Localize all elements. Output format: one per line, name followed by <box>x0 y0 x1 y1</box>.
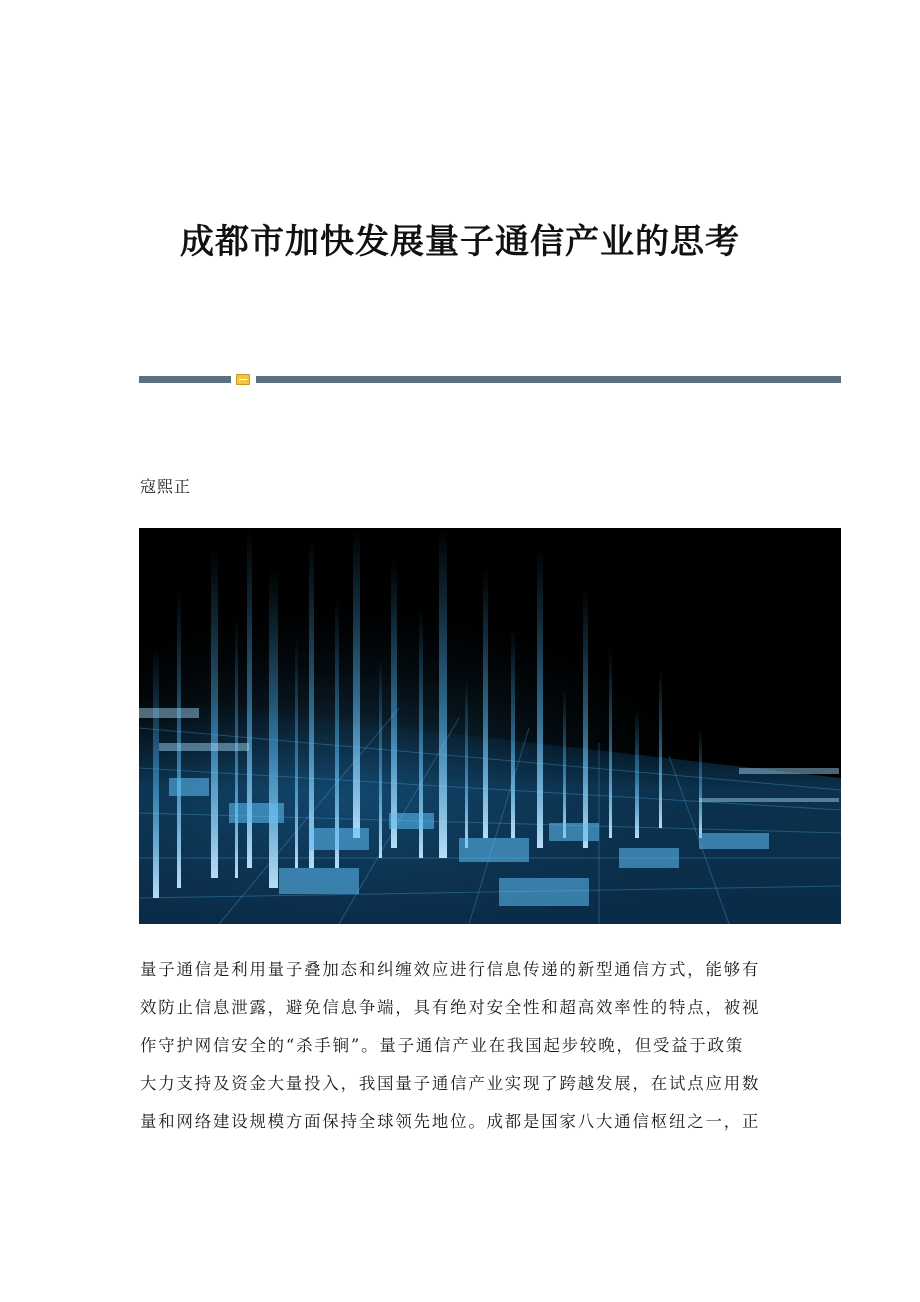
divider-bar-right <box>256 376 841 383</box>
paragraph-line: 大力支持及资金大量投入，我国量子通信产业实现了跨越发展，在试点应用数 <box>140 1074 761 1093</box>
paragraph-line: 量子通信是利用量子叠加态和纠缠效应进行信息传递的新型通信方式，能够有 <box>140 960 761 979</box>
paragraph-line: 量和网络建设规模方面保持全球领先地位。成都是国家八大通信枢纽之一，正 <box>140 1112 761 1131</box>
quantum-light-illustration <box>139 528 841 924</box>
document-title: 成都市加快发展量子通信产业的思考 <box>180 222 740 262</box>
intro-paragraph <box>140 951 772 1141</box>
paragraph-line: 作守护网信安全的“杀手锏”。量子通信产业在我国起步较晚，但受益于政策 <box>140 1036 745 1055</box>
hero-image <box>139 528 841 924</box>
divider-emblem-icon <box>236 374 250 385</box>
title-divider <box>139 374 841 386</box>
author-name: 寇熙正 <box>140 477 192 496</box>
divider-bar-left <box>139 376 231 383</box>
paragraph-line: 效防止信息泄露，避免信息争端，具有绝对安全性和超高效率性的特点，被视 <box>140 998 761 1017</box>
